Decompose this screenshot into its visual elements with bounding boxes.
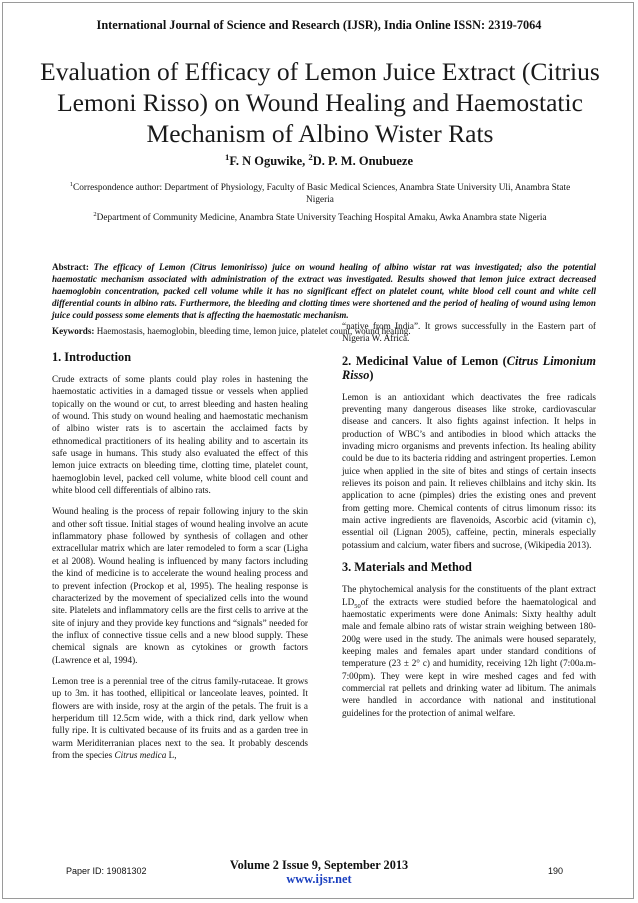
- affiliation-1: [60, 182, 580, 206]
- journal-url-link[interactable]: www.ijsr.net: [286, 872, 352, 886]
- volume-issue: Volume 2 Issue 9, September 2013: [229, 858, 409, 872]
- section-1-paragraph-3-end: L,: [166, 749, 177, 760]
- left-column: [52, 350, 308, 770]
- journal-header: International Journal of Science and Research (IJSR), India Online ISSN: 2319-7064: [96, 18, 542, 32]
- section-2-heading: [342, 354, 596, 382]
- section-3-paragraph-1-text: The phytochemical analysis for the constituents of the plant extract LD: [342, 584, 596, 607]
- section-2-heading-text: 2. Medicinal Value of Lemon (: [342, 353, 507, 368]
- author-2: D. P. M. Onubueze: [312, 154, 414, 168]
- section-2-paragraph-1: Lemon is an antioxidant which deactivates the free radicals preventing many dangerous diseases like stroke, cardiovascular disease and cancers. It also fights against infection. It helps in production of WBC’s and antibodies in blood which attacks the invading micro organisms and prevents infection. Its healing ability could be due to its bacteria ridding and astringent properties. Lemon juice when applied in the site of bites and stings of certain insects relieves its poison and pain. It relieves chilblains and itchy skin. Its application to acne (pimples) dries the existing ones and prevent from getting more. Chemical contents of citrus limonum risso: its main active ingredients are flavenoids, Ascorbic acid (vitamin c), essential oil (Lignan 2005), caffeine, pectin, minerals especially potassium and calcium, water fibers and sucrose, (Wikipedia 2013).: [342, 391, 596, 550]
- paper-id: Paper ID: 19081302: [66, 866, 147, 876]
- section-3-paragraph-1-rest: of the extracts were studied before the haematological and haemostatic experiments were done Animals: Sixty healthy adult male and female albino rats of wistar strain weighing between 180-200g were used in the study. The animals were housed separately, keeping males and females apart under standard conditions of temperature (23 ± 2° c) and humidity, receiving 12h light (7:00a.m-7:00pm). They were kept in wire meshed cages and fed with commercial rat pellets and drinking water ad libitum. The animals were handled in accordance with national and institutional guidelines for the protection of animal welfare.: [342, 596, 596, 718]
- affiliation-1-text: Correspondence author: Department of Physiology, Faculty of Basic Medical Sciences, Anambra State University Uli, Anambra State Nigeria: [73, 183, 571, 205]
- page-number: 190: [548, 866, 564, 876]
- section-1-paragraph-1: Crude extracts of some plants could play roles in hastening the haemostatic activities in a damaged tissue or vessels when applied topically on the wound or cut, to arrest bleeding and hasten healing of wound. This study on wound healing and haemostatic mechanism of albino wister rats is to ascertain the acclaimed facts by ethnomedical practitioners of its healing ability and to ascertain its safe usage in humans. This study also evaluated the effect of this lemon juice extracts on bleeding time, clotting time, platelet count, haemoglobin level, packed cell volume, white blood cell count and white blood cell differentials of albino rats.: [52, 374, 308, 496]
- author-2-sup: 2: [308, 151, 313, 162]
- affiliation-1-sup: 1: [69, 180, 74, 188]
- abstract: [52, 262, 596, 322]
- affiliation-2: [60, 212, 580, 224]
- section-1-heading: 1. Introduction: [52, 350, 132, 364]
- section-1-continuation: “native from India”. It grows successfully in the Eastern part of Nigeria W. Africa.: [342, 321, 596, 344]
- authors: [0, 151, 638, 169]
- section-3-heading: 3. Materials and Method: [342, 560, 472, 575]
- species-name: Citrus medica: [114, 749, 167, 760]
- ld50-subscript: 50: [354, 602, 361, 610]
- paper-title: Evaluation of Efficacy of Lemon Juice Extract (Citrius Lemoni Risso) on Wound Healing and Haemostatic Mechanism of Albino Wister Rats: [40, 57, 600, 148]
- section-1-paragraph-2: Wound healing is the process of repair following injury to the skin and other soft tissue. Initial stages of wound healing involve an acute inflammatory phase followed by synthesis of collagen and other extracellular matrix which are later remodeled to form a scar (Ligha et al 2008). Wound healing is influenced by many factors including the kind of medicine is to accelerate the wound healing process and to prevent infection (Prockop et al, 1995). The healing response is characterized by the movement of specialized cells into the wound site. Platelets and inflammatory cells are the first cells to arrive at the site of injury and they provide key functions and “signals” needed for the influx of connective tissue cells and a new blood supply. These chemical signals are known as cytokines or growth factors (Lawrence et al, 1994).: [52, 506, 308, 665]
- keywords-label: Keywords:: [52, 326, 95, 336]
- section-2-heading-italic: Citrus Limonium Risso: [342, 353, 596, 382]
- affiliation-2-sup: 2: [93, 210, 97, 218]
- abstract-text: The efficacy of Lemon (Citrus lemonirisso) juice on wound healing of albino wistar rat was investigated; also the potential haemostatic mechanism associated with administration of the extract was investigated. Results showed that lemon juice extract decreased haemoglobin concentration, packed cell volume while it has no significant effect on platelet count, white blood cell count and white cell differential counts in albino rats. Furthermore, the bleeding and clotting times were shortened and the period of healing of wound using lemon juice could possess some elements that is affecting the haemostatic mechanism.: [52, 262, 596, 320]
- section-3-paragraph-1: [342, 583, 596, 719]
- affiliation-2-text: Department of Community Medicine, Anambra State University Teaching Hospital Amaku, Awka Anambra state Nigeria: [96, 213, 547, 223]
- author-1-sup: 1: [224, 151, 230, 162]
- abstract-label: Abstract:: [52, 262, 89, 272]
- section-1-paragraph-3: [52, 675, 308, 761]
- author-1: F. N Oguwike,: [229, 154, 309, 168]
- section-2-heading-end: ): [369, 367, 374, 382]
- right-column: [342, 320, 596, 728]
- section-1-paragraph-3-text: Lemon tree is a perennial tree of the citrus family-rutaceae. It grows up to 3m. it has toothed, ellipitical or lanceolate leaves, pointed. It flowers are with inside, rosy at the argin of the petals. The fruit is a herperidum till 12.5cm wide, with a thick rind, dark yellow when fully ripe. It is cultivated because of its fruits and as a garden tree in warm Meriditerranian places next to the sea. It probably descends from the species: [52, 675, 308, 760]
- keywords-text: Haemostasis, haemoglobin, bleeding time, lemon juice, platelet count, wound healing.: [96, 326, 411, 336]
